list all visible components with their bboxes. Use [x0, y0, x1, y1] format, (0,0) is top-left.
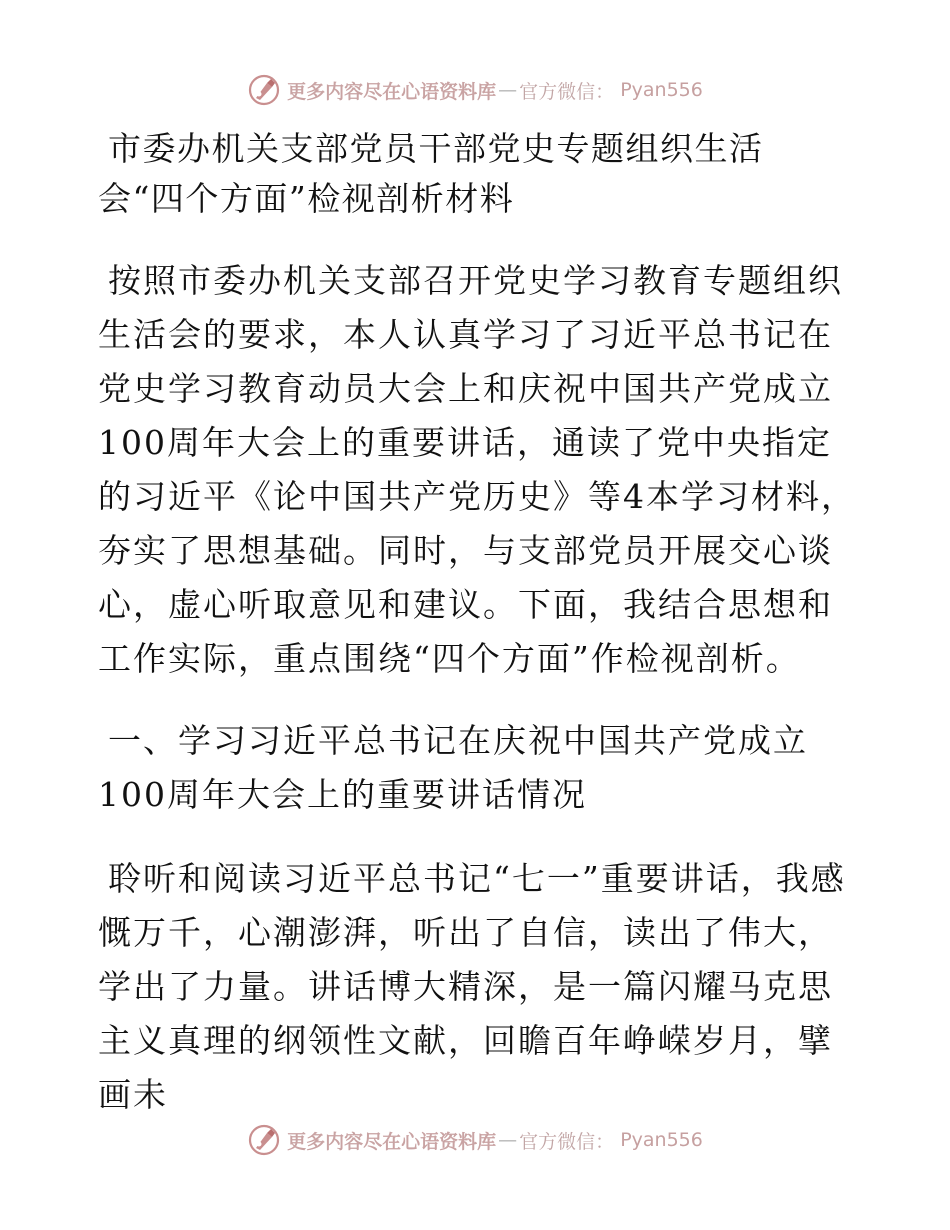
section-heading-1: 一、学习习近平总书记在庆祝中国共产党成立100周年大会上的重要讲话情况 [98, 721, 808, 814]
watermark-main-text: 更多内容尽在心语资料库 [287, 80, 497, 103]
document-title [98, 124, 858, 224]
watermark-account: Pyan556 [620, 79, 703, 101]
document-body [98, 124, 858, 1122]
title-line-2: 会“四个方面”检视剖析材料 [98, 179, 515, 218]
paragraph-section-1: 聆听和阅读习近平总书记“七一”重要讲话，我感慨万千，心潮澎湃，听出了自信，读出了伟大，学出了力量。讲话博大精深，是一篇闪耀马克思主义真理的纲领性文献，回瞻百年峥嵘岁月，擘画未 [98, 859, 846, 1114]
watermark-sub-text: 官方微信： [519, 1130, 615, 1153]
pen-nib-logo-icon [247, 1123, 281, 1157]
watermark-separator: — [498, 1129, 518, 1151]
watermark-footer [0, 1120, 950, 1160]
watermark-account: Pyan556 [620, 1129, 703, 1151]
watermark-header [0, 70, 950, 110]
watermark-separator: — [498, 79, 518, 101]
pen-nib-logo-icon [247, 73, 281, 107]
title-line-1: 市委办机关支部党员干部党史专题组织生活 [108, 129, 764, 168]
paragraph-intro: 按照市委办机关支部召开党史学习教育专题组织生活会的要求，本人认真学习了习近平总书记在党史学习教育动员大会上和庆祝中国共产党成立100周年大会上的重要讲话，通读了党中央指定的习近平《论中国共产党历史》等4本学习材料，夯实了思想基础。同时，与支部党员开展交心谈心，虚心听取意见和建议。下面，我结合思想和工作实际，重点围绕“四个方面”作检视剖析。 [98, 261, 856, 678]
watermark-main-text: 更多内容尽在心语资料库 [287, 1130, 497, 1153]
watermark-sub-text: 官方微信： [519, 80, 615, 103]
